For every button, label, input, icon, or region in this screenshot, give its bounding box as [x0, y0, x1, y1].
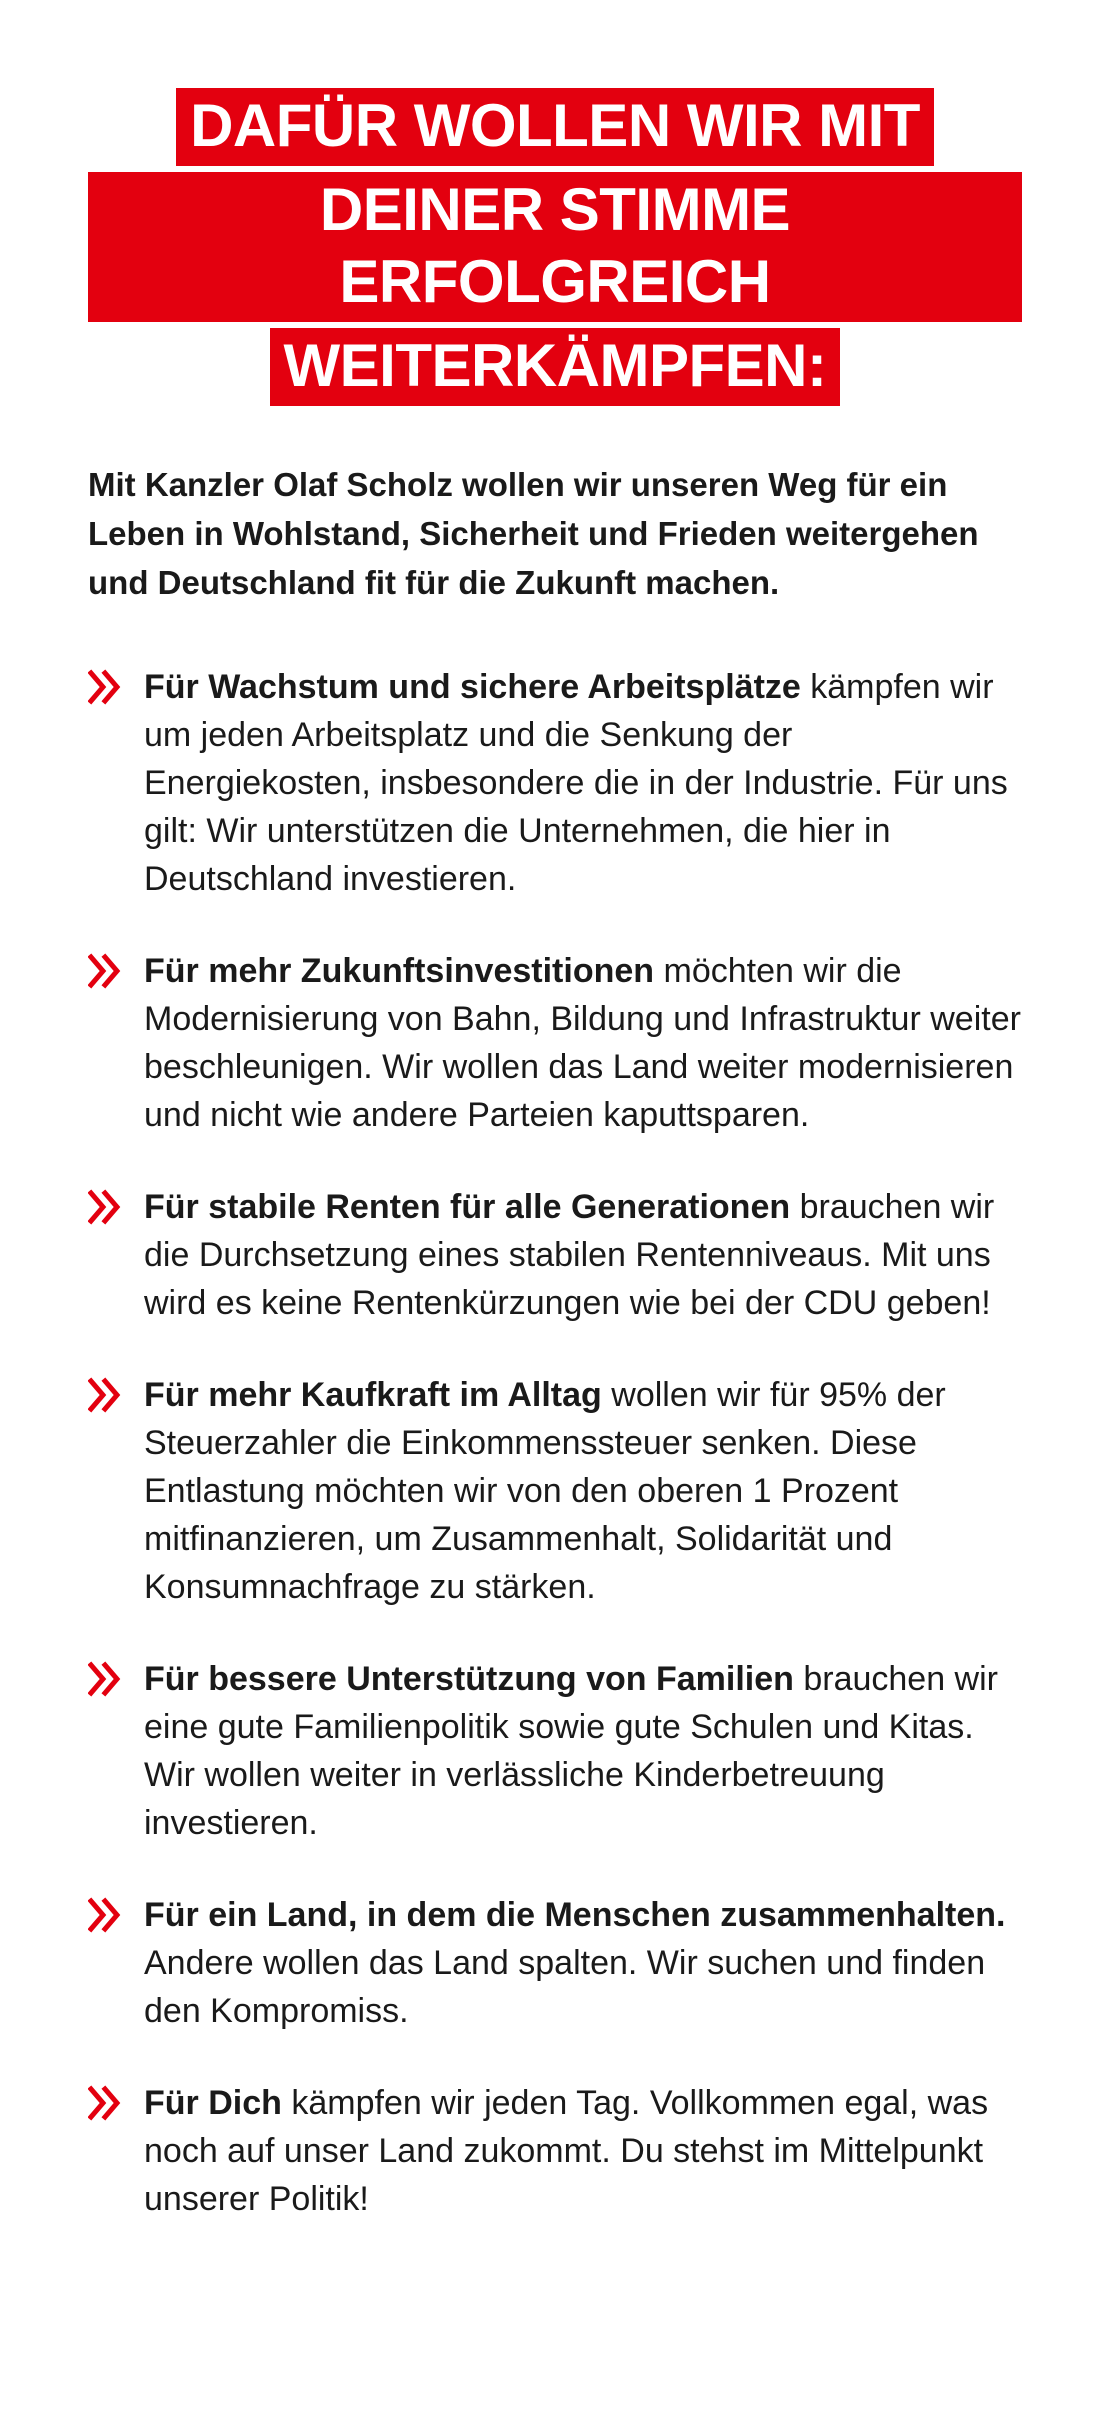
- campaign-point: [88, 1371, 1022, 1611]
- point-text: brauchen wir die Durchsetzung eines stabilen Rentenniveaus. Mit uns wird es keine Rentenkürzungen wie bei der CDU geben!: [144, 1188, 995, 1322]
- flyer-page: [0, 88, 1110, 2419]
- campaign-point: [88, 1891, 1022, 2035]
- point-text: Andere wollen das Land spalten. Wir suchen und finden den Kompromiss.: [144, 1944, 986, 2030]
- campaign-point: [88, 1655, 1022, 1847]
- campaign-point: [88, 2079, 1022, 2223]
- headline: [88, 88, 1022, 412]
- point-text: wollen wir für 95% der Steuerzahler die Einkommenssteuer senken. Diese Entlastung möchten wir von den oberen 1 Prozent mitfinanzieren, um Zusammenhalt, Solidarität und Konsumnachfrage zu stärken.: [144, 1376, 946, 1606]
- double-chevron-right-icon: [88, 1895, 124, 1935]
- point-text: brauchen wir eine gute Familienpolitik sowie gute Schulen und Kitas. Wir wollen weiter in verlässliche Kinderbetreuung investieren.: [144, 1660, 998, 1842]
- double-chevron-right-icon: [88, 667, 124, 707]
- double-chevron-right-icon: [88, 1375, 124, 1415]
- headline-line-3: WEITERKÄMPFEN:: [270, 328, 841, 406]
- point-lead: Für bessere Unterstützung von Familien: [144, 1660, 794, 1698]
- headline-line-2: DEINER STIMME ERFOLGREICH: [88, 172, 1022, 322]
- campaign-points-list: [88, 663, 1022, 2223]
- point-lead: Für Dich: [144, 2084, 282, 2122]
- point-lead: Für stabile Renten für alle Generationen: [144, 1188, 791, 1226]
- intro-paragraph: Mit Kanzler Olaf Scholz wollen wir unseren Weg für ein Leben in Wohlstand, Sicherheit und Frieden weitergehen und Deutschland fit für die Zukunft machen.: [88, 466, 979, 601]
- double-chevron-right-icon: [88, 951, 124, 991]
- campaign-point: [88, 1183, 1022, 1327]
- campaign-point: [88, 947, 1022, 1139]
- point-lead: Für mehr Kaufkraft im Alltag: [144, 1376, 602, 1414]
- point-text: kämpfen wir jeden Tag. Vollkommen egal, was noch auf unser Land zukommt. Du stehst im Mittelpunkt unserer Politik!: [144, 2084, 989, 2218]
- campaign-point: [88, 663, 1022, 903]
- point-text: kämpfen wir um jeden Arbeitsplatz und die Senkung der Energiekosten, insbesondere die in der Industrie. Für uns gilt: Wir unterstützen die Unternehmen, die hier in Deutschland investieren.: [144, 668, 1008, 898]
- headline-line-1: DAFÜR WOLLEN WIR MIT: [176, 88, 934, 166]
- point-lead: Für ein Land, in dem die Menschen zusammenhalten.: [144, 1896, 1006, 1934]
- double-chevron-right-icon: [88, 2083, 124, 2123]
- double-chevron-right-icon: [88, 1187, 124, 1227]
- point-lead: Für Wachstum und sichere Arbeitsplätze: [144, 668, 801, 706]
- double-chevron-right-icon: [88, 1659, 124, 1699]
- point-text: möchten wir die Modernisierung von Bahn, Bildung und Infrastruktur weiter beschleunigen. Wir wollen das Land weiter modernisieren und nicht wie andere Parteien kaputtsparen.: [144, 952, 1021, 1134]
- point-lead: Für mehr Zukunftsinvestitionen: [144, 952, 655, 990]
